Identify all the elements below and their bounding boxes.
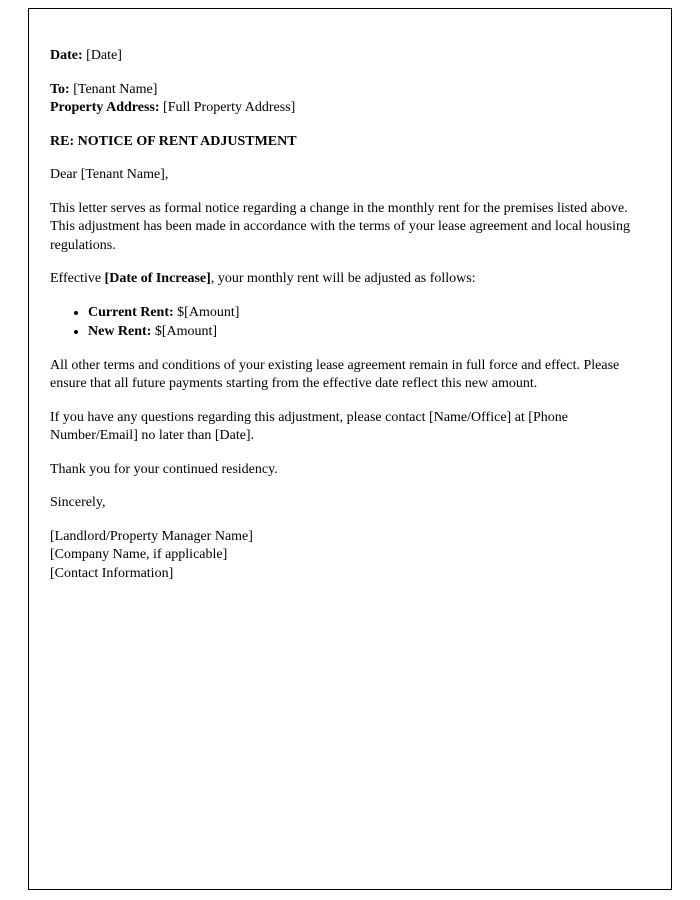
signature-contact-line: [Contact Information] xyxy=(50,565,174,581)
new-rent-item xyxy=(88,323,650,342)
property-address-label: Property Address: xyxy=(50,100,160,115)
thanks-paragraph: Thank you for your continued residency. xyxy=(50,461,278,477)
effective-line xyxy=(50,270,650,289)
rent-list xyxy=(50,304,650,342)
letter-page xyxy=(28,8,672,890)
property-address-value: [Full Property Address] xyxy=(159,100,296,115)
questions-paragraph: If you have any questions regarding this adjustment, please contact [Name/Office] at [Phone Number/Email] no later than [Date]. xyxy=(50,409,568,443)
current-rent-value: $[Amount] xyxy=(173,304,240,320)
signature-name-line: [Landlord/Property Manager Name] xyxy=(50,528,253,544)
property-address-line xyxy=(50,99,650,118)
date-line xyxy=(50,47,650,66)
intro-paragraph: This letter serves as formal notice regarding a change in the monthly rent for the premises listed above. This adjustment has been made in accordance with the terms of your lease agreement and local housing regulations. xyxy=(50,200,631,253)
to-value: [Tenant Name] xyxy=(69,81,158,97)
signature-block xyxy=(50,528,650,584)
terms-paragraph: All other terms and conditions of your existing lease agreement remain in full force and effect. Please ensure that all future payments starting from the effective date reflect this new amount. xyxy=(50,357,620,391)
subject-line: RE: NOTICE OF RENT ADJUSTMENT xyxy=(50,133,297,149)
date-label: Date: xyxy=(50,48,83,63)
to-line xyxy=(50,81,650,100)
effective-suffix: , your monthly rent will be adjusted as follows: xyxy=(210,271,476,286)
current-rent-label: Current Rent: xyxy=(88,304,174,320)
effective-date-placeholder: [Date of Increase] xyxy=(104,271,211,286)
salutation: Dear [Tenant Name], xyxy=(50,167,169,182)
new-rent-value: $[Amount] xyxy=(151,324,218,339)
effective-prefix: Effective xyxy=(50,271,105,286)
recipient-block xyxy=(50,81,650,118)
closing: Sincerely, xyxy=(50,495,106,510)
current-rent-item xyxy=(88,304,650,323)
signature-company-line: [Company Name, if applicable] xyxy=(50,547,228,562)
new-rent-label: New Rent: xyxy=(88,324,152,339)
date-value: [Date] xyxy=(82,48,122,63)
to-label: To: xyxy=(50,81,70,97)
